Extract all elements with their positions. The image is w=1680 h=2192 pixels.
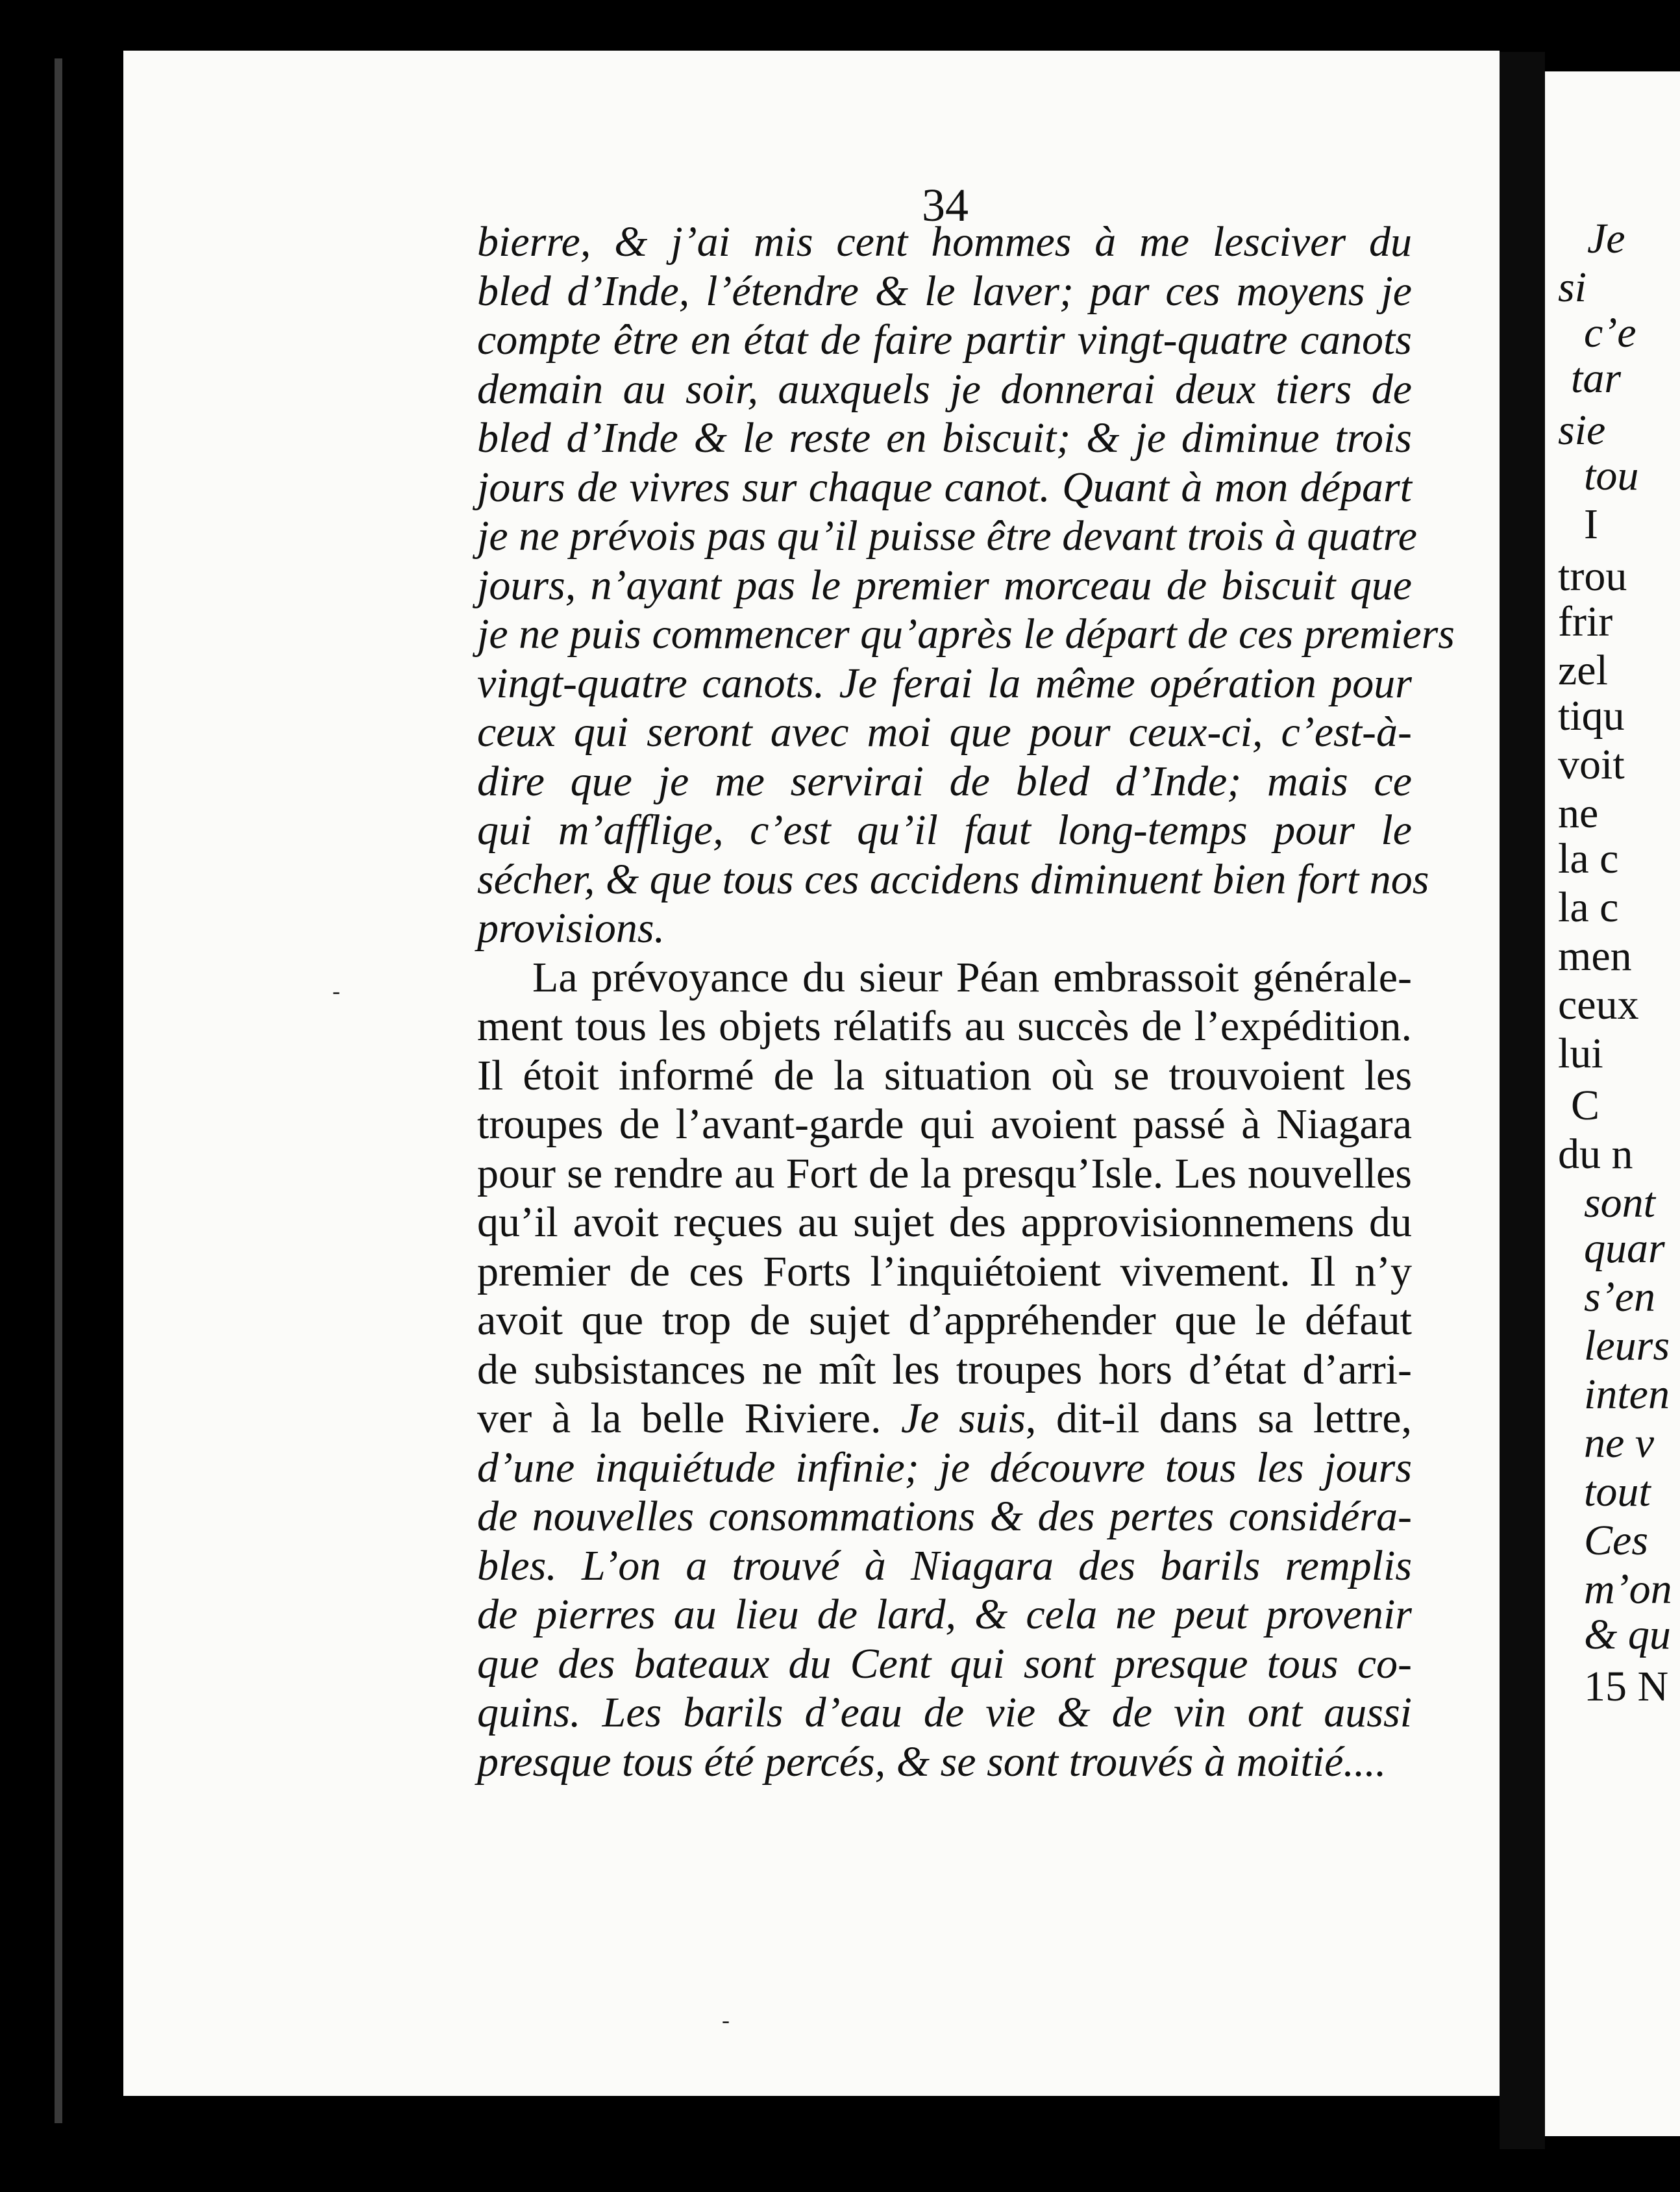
text-segment: demain au soir, auxquels je donnerai deux tiers de bbox=[477, 365, 1412, 413]
text-segment: je ne prévois pas qu’il puisse être devant trois à quatre bbox=[477, 512, 1418, 560]
right-page-fragment: quar bbox=[1584, 1225, 1665, 1272]
text-segment: jours de vivres sur chaque canot. Quant à mon départ bbox=[477, 463, 1412, 511]
right-page-fragment: du n bbox=[1558, 1130, 1633, 1178]
text-line bbox=[477, 1149, 1412, 1199]
right-page-fragment: zel bbox=[1558, 647, 1608, 694]
text-segment: presque tous été percés, & se sont trouvés à moitié.... bbox=[477, 1737, 1387, 1786]
text-line bbox=[477, 218, 1412, 267]
text-line bbox=[477, 1541, 1412, 1591]
right-page-fragment: lui bbox=[1558, 1030, 1603, 1077]
text-line bbox=[477, 708, 1412, 757]
right-page-fragment: m’on bbox=[1584, 1565, 1672, 1613]
text-segment: sécher, & que tous ces accidens diminuent bien fort nos bbox=[477, 855, 1429, 903]
book-edge bbox=[55, 58, 62, 2123]
right-page-fragment: C bbox=[1571, 1082, 1600, 1129]
right-page-fragment: sie bbox=[1558, 406, 1606, 454]
right-page-fragment: men bbox=[1558, 932, 1632, 980]
right-page-fragment: leurs bbox=[1584, 1322, 1670, 1369]
right-page-fragment: tout bbox=[1584, 1468, 1651, 1515]
right-page-fragment: c’e bbox=[1584, 309, 1637, 356]
right-page-fragment: si bbox=[1558, 264, 1587, 311]
text-line bbox=[477, 512, 1418, 561]
text-segment: de subsistances ne mît les troupes hors d’état d’arri- bbox=[477, 1345, 1412, 1393]
right-page-fragment: s’en bbox=[1584, 1273, 1655, 1321]
text-segment: vingt-quatre canots. Je ferai la même opération pour bbox=[477, 659, 1412, 707]
text-line bbox=[477, 1296, 1412, 1345]
text-segment: qu’il avoit reçues au sujet des approvisionnemens du bbox=[477, 1199, 1412, 1246]
text-line bbox=[477, 365, 1412, 414]
text-line bbox=[477, 1492, 1412, 1541]
text-line bbox=[477, 1394, 1412, 1443]
text-segment: , dit-il dans sa lettre, bbox=[1025, 1395, 1412, 1442]
text-segment: compte être en état de faire partir vingt-quatre canots bbox=[477, 316, 1412, 364]
right-page-fragment: tar bbox=[1571, 355, 1622, 402]
text-line bbox=[477, 1247, 1412, 1297]
right-page-fragment: inten bbox=[1584, 1371, 1670, 1418]
text-segment: je ne puis commencer qu’après le départ de ces premiers bbox=[477, 610, 1455, 658]
body-text bbox=[477, 218, 1455, 1786]
ink-speck: - bbox=[722, 2007, 730, 2033]
right-page-fragment: frir bbox=[1558, 598, 1613, 645]
text-line bbox=[477, 1639, 1412, 1689]
text-line bbox=[477, 1688, 1412, 1737]
text-line bbox=[477, 659, 1412, 708]
text-line bbox=[477, 610, 1455, 659]
text-segment: avoit que trop de sujet d’appréhender que le défaut bbox=[477, 1297, 1412, 1344]
right-page-fragment: Ces bbox=[1584, 1517, 1648, 1564]
right-page-fragment: tiqu bbox=[1558, 692, 1625, 740]
text-segment: bled d’Inde & le reste en biscuit; & je diminue trois bbox=[477, 414, 1412, 462]
text-line bbox=[477, 1051, 1412, 1101]
text-segment: quins. Les barils d’eau de vie & de vin ont aussi bbox=[477, 1689, 1412, 1736]
text-line bbox=[477, 463, 1412, 512]
right-page-fragment: sont bbox=[1584, 1179, 1656, 1227]
text-line bbox=[477, 904, 1412, 953]
text-line bbox=[477, 1345, 1412, 1395]
right-page-fragment: trou bbox=[1558, 553, 1627, 600]
text-segment: ceux qui seront avec moi que pour ceux-ci, c’est-à- bbox=[477, 708, 1412, 756]
text-segment: qui m’afflige, c’est qu’il faut long-temps pour le bbox=[477, 806, 1412, 854]
text-segment: jours, n’ayant pas le premier morceau de biscuit que bbox=[477, 561, 1412, 609]
text-segment: provisions. bbox=[477, 904, 665, 952]
text-segment: bierre, & j’ai mis cent hommes à me lesciver du bbox=[477, 218, 1412, 266]
text-line bbox=[477, 1443, 1412, 1493]
text-segment: Il étoit informé de la situation où se trouvoient les bbox=[477, 1051, 1412, 1099]
text-line bbox=[477, 757, 1412, 806]
book-gutter bbox=[1500, 52, 1545, 2149]
page-number: 34 bbox=[922, 179, 969, 231]
right-page bbox=[1545, 71, 1680, 2136]
text-segment: pour se rendre au Fort de la presqu’Isle. Les nouvelles bbox=[477, 1149, 1412, 1197]
right-page-fragment: la c bbox=[1558, 884, 1619, 931]
right-page-fragment: voit bbox=[1558, 741, 1625, 788]
text-line bbox=[477, 561, 1412, 610]
text-segment: bled d’Inde, l’étendre & le laver; par ces moyens je bbox=[477, 267, 1412, 315]
text-line bbox=[477, 316, 1412, 365]
text-line bbox=[477, 1737, 1412, 1787]
text-segment: La prévoyance du sieur Péan embrassoit générale- bbox=[532, 953, 1412, 1001]
text-segment: dire que je me servirai de bled d’Inde; mais ce bbox=[477, 757, 1412, 805]
text-line bbox=[477, 806, 1412, 855]
right-page-fragment: I bbox=[1584, 501, 1598, 548]
text-line bbox=[477, 1002, 1412, 1051]
text-line bbox=[477, 855, 1429, 904]
text-line bbox=[477, 1198, 1412, 1247]
text-segment: de nouvelles consommations & des pertes considéra- bbox=[477, 1493, 1412, 1540]
text-segment: de pierres au lieu de lard, & cela ne peut provenir bbox=[477, 1591, 1412, 1638]
right-page-fragment: 15 N bbox=[1584, 1663, 1669, 1710]
text-segment: ver à la belle Riviere. bbox=[477, 1395, 902, 1442]
text-segment: troupes de l’avant-garde qui avoient passé à Niagara bbox=[477, 1101, 1412, 1148]
right-page-fragment: ne bbox=[1558, 790, 1599, 837]
text-line bbox=[477, 953, 1412, 1003]
text-line bbox=[477, 1100, 1412, 1149]
right-page-fragment: ne v bbox=[1584, 1419, 1655, 1467]
text-segment: ment tous les objets rélatifs au succès de l’expédition. bbox=[477, 1003, 1412, 1050]
text-segment: que des bateaux du Cent qui sont presque tous co- bbox=[477, 1639, 1412, 1688]
right-page-fragment: ceux bbox=[1558, 981, 1639, 1028]
text-segment: Je suis bbox=[901, 1395, 1026, 1442]
text-line bbox=[477, 1590, 1412, 1639]
text-segment: bles. L’on a trouvé à Niagara des barils remplis bbox=[477, 1541, 1412, 1589]
text-line bbox=[477, 414, 1412, 463]
text-line bbox=[477, 267, 1412, 316]
right-page-fragment: la c bbox=[1558, 835, 1619, 882]
right-page-fragment: tou bbox=[1584, 452, 1639, 499]
ink-speck: - bbox=[332, 978, 340, 1004]
text-segment: premier de ces Forts l’inquiétoient vivement. Il n’y bbox=[477, 1247, 1412, 1295]
right-page-fragment: & qu bbox=[1584, 1611, 1671, 1658]
right-page-fragment: Je bbox=[1587, 215, 1625, 262]
text-segment: d’une inquiétude infinie; je découvre tous les jours bbox=[477, 1443, 1412, 1491]
